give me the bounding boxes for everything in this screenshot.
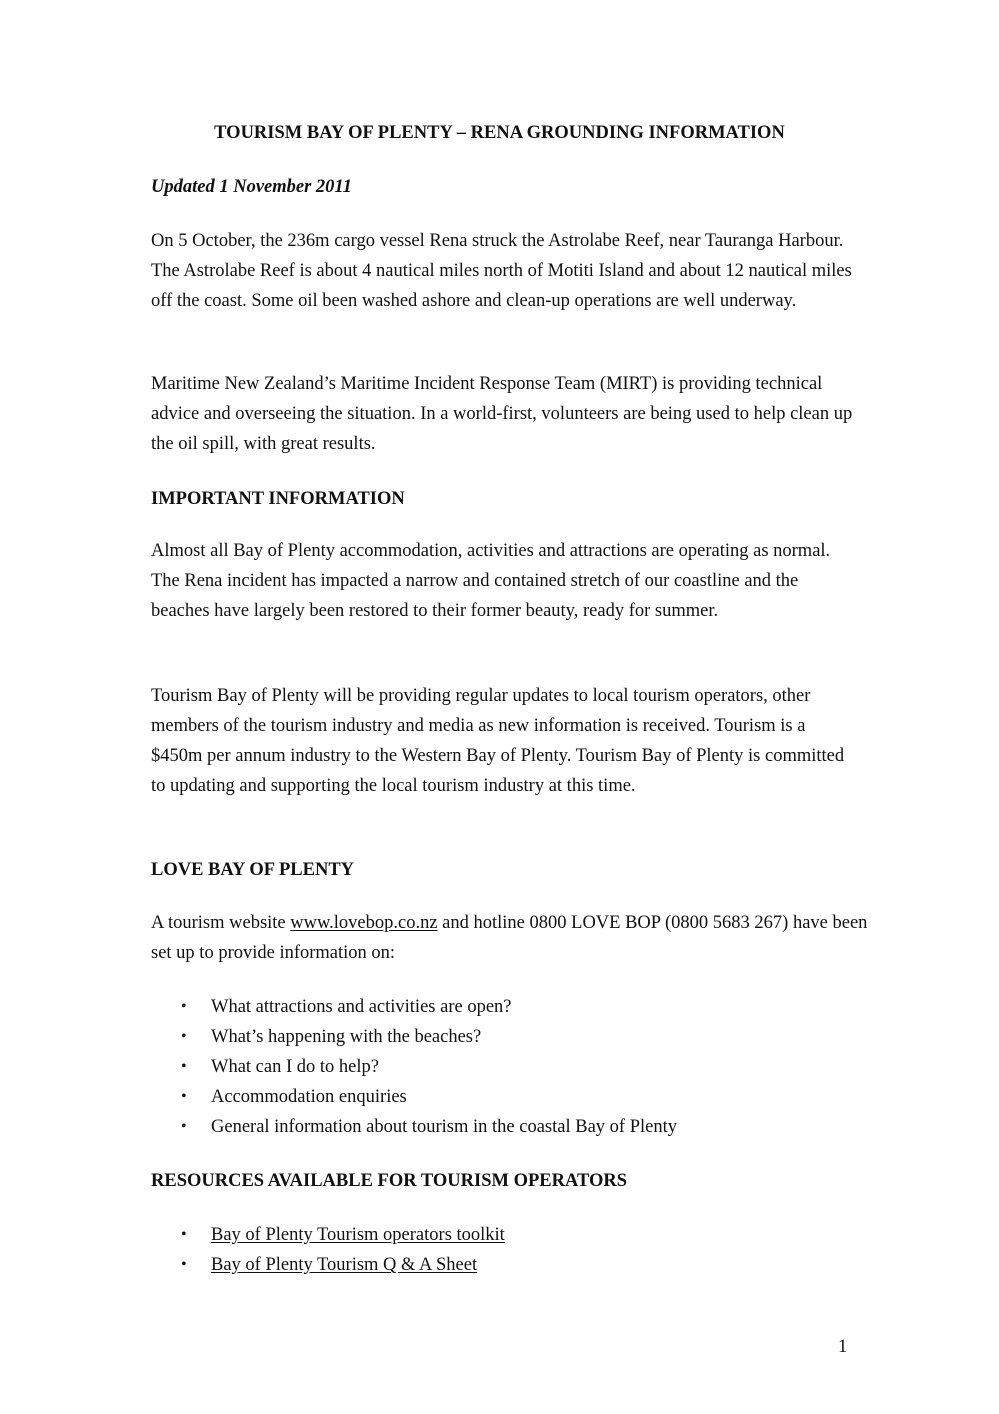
list-item-text: Accommodation enquiries	[211, 1087, 407, 1107]
list-item	[151, 1220, 871, 1250]
list-item	[151, 1082, 871, 1112]
bullet-icon: •	[181, 1256, 187, 1273]
list-item	[151, 1250, 871, 1280]
list-item	[151, 992, 871, 1022]
list-item-text: General information about tourism in the coastal Bay of Plenty	[211, 1117, 677, 1137]
important-paragraph-1: Almost all Bay of Plenty accommodation, activities and attractions are operating as normal. The Rena incident has impacted a narrow and contained stretch of our coastline and the beaches have largely been restored to their former beauty, ready for summer.	[151, 541, 831, 621]
operators-toolkit-link[interactable]: Bay of Plenty Tourism operators toolkit	[211, 1225, 505, 1245]
bullet-icon: •	[181, 1088, 187, 1105]
bullet-icon: •	[181, 1118, 187, 1135]
love-bop-paragraph	[151, 908, 871, 968]
love-bop-text-after: and hotline 0800 LOVE BOP (0800 5683 267) have been set up to provide information on:	[151, 913, 868, 963]
qa-sheet-link[interactable]: Bay of Plenty Tourism Q & A Sheet	[211, 1255, 478, 1275]
important-information-heading: IMPORTANT INFORMATION	[151, 489, 405, 509]
bullet-icon: •	[181, 998, 187, 1015]
love-bop-text-before: A tourism website	[151, 913, 291, 933]
page-number: 1	[838, 1337, 848, 1357]
important-paragraph-2: Tourism Bay of Plenty will be providing regular updates to local tourism operators, other members of the tourism industry and media as new information is received. Tourism is a $450m per annum industry to the Western Bay of Plenty. Tourism Bay of Plenty is committed to updating and supporting the local tourism industry at this time.	[151, 686, 845, 796]
bullet-icon: •	[181, 1058, 187, 1075]
list-item	[151, 1052, 871, 1082]
list-item-text: What’s happening with the beaches?	[211, 1027, 482, 1047]
resources-link-list	[151, 1220, 871, 1280]
list-item	[151, 1022, 871, 1052]
bullet-icon: •	[181, 1028, 187, 1045]
list-item	[151, 1112, 871, 1142]
love-bop-info-list	[151, 992, 871, 1142]
mirt-paragraph: Maritime New Zealand’s Maritime Incident Response Team (MIRT) is providing technical advice and overseeing the situation. In a world-first, volunteers are being used to help clean up the oil spill, with great results.	[151, 374, 853, 454]
resources-heading: RESOURCES AVAILABLE FOR TOURISM OPERATORS	[151, 1171, 627, 1191]
love-bay-of-plenty-heading: LOVE BAY OF PLENTY	[151, 860, 355, 880]
updated-date: Updated 1 November 2011	[151, 177, 352, 197]
list-item-text: What can I do to help?	[211, 1057, 379, 1077]
intro-paragraph: On 5 October, the 236m cargo vessel Rena struck the Astrolabe Reef, near Tauranga Harbour. The Astrolabe Reef is about 4 nautical miles north of Motiti Island and about 12 nautical miles off the coast. Some oil been washed ashore and clean-up operations are well underway.	[151, 231, 852, 311]
lovebop-website-link[interactable]: www.lovebop.co.nz	[290, 913, 438, 933]
list-item-text: What attractions and activities are open?	[211, 997, 512, 1017]
document-title: TOURISM BAY OF PLENTY – RENA GROUNDING INFORMATION	[214, 123, 785, 143]
bullet-icon: •	[181, 1226, 187, 1243]
